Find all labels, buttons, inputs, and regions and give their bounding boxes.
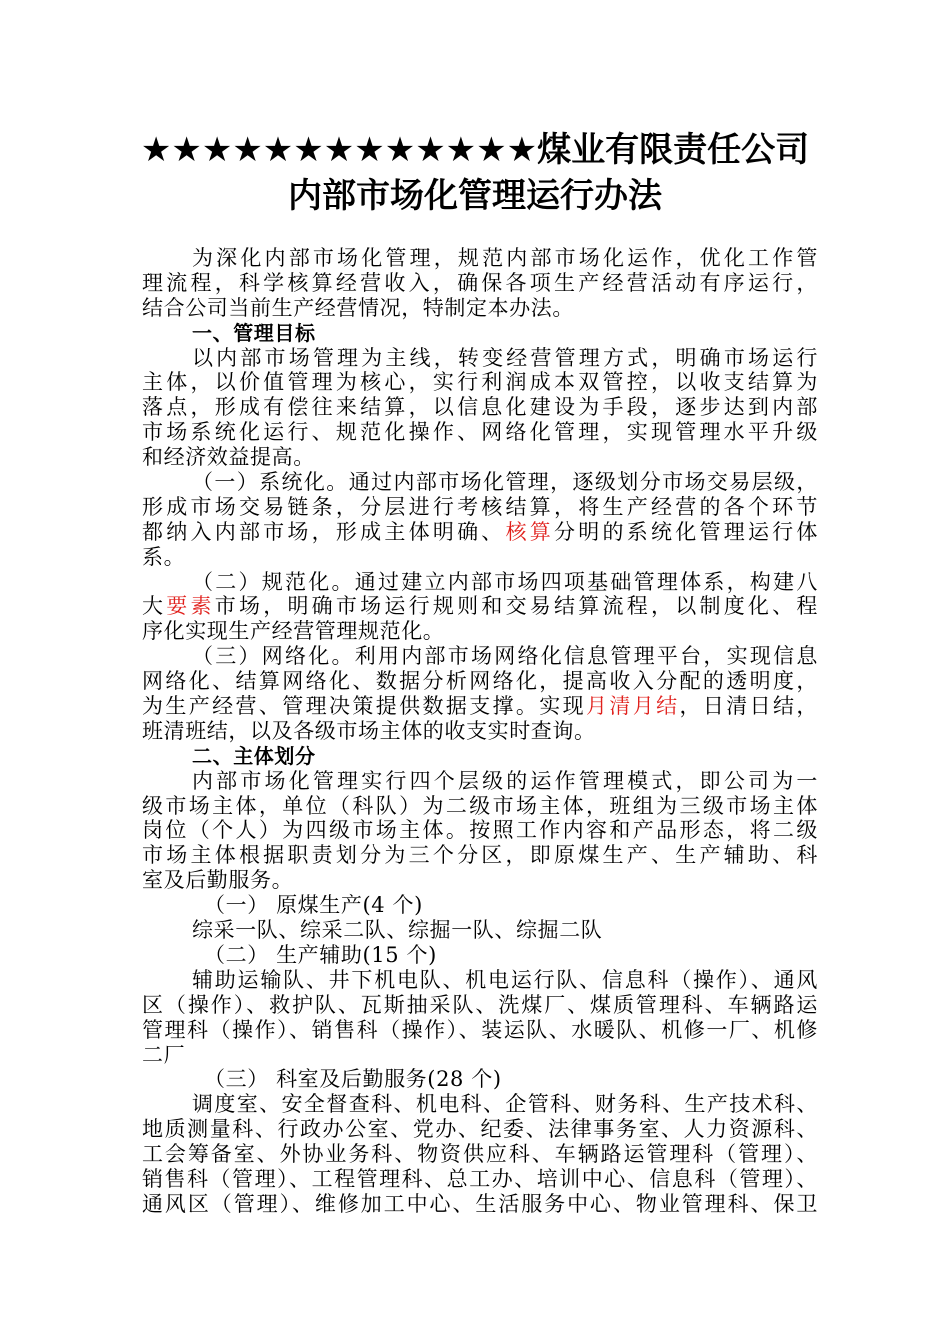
text-line [142, 719, 818, 744]
text-line [142, 246, 818, 271]
text-segment: 序化实现生产经营管理规范化。 [142, 619, 445, 644]
text-line [142, 1043, 818, 1068]
text-line [142, 943, 818, 968]
text-line [142, 570, 818, 595]
text-line [142, 1018, 818, 1043]
text-line [142, 644, 818, 669]
text-line [142, 1142, 818, 1167]
text-segment: 二、主体划分 [192, 743, 316, 768]
highlighted-term: 核算 [505, 519, 555, 544]
text-segment: 为深化内部市场化管理，规范内部市场化运作，优化工作管 [192, 246, 818, 270]
text-segment: 分明的系统化管理运行体 [554, 519, 819, 544]
text-segment: （三）网络化。利用内部市场网络化信息管理平台，实现信息 [192, 644, 818, 669]
text-segment: 系。 [142, 544, 186, 569]
text-segment: 落点，形成有偿往来结算，以信息化建设为手段，逐步达到内部 [142, 395, 818, 420]
text-segment: 都纳入内部市场，形成主体明确、 [142, 519, 506, 544]
text-line [142, 818, 818, 843]
text-line [142, 545, 818, 570]
text-line [142, 420, 818, 445]
text-line [142, 669, 818, 694]
text-segment: 市场系统化运行、规范化操作、网络化管理，实现管理水平升级 [142, 420, 818, 445]
text-line [142, 843, 818, 868]
text-line [142, 1117, 818, 1142]
text-segment: ，日清日结， [679, 694, 818, 719]
text-segment: 以内部市场管理为主线，转变经营管理方式，明确市场运行 [192, 345, 818, 370]
text-segment: 和经济效益提高。 [142, 445, 315, 470]
text-segment: 地质测量科、行政办公室、党办、纪委、法律事务室、人力资源科、 [142, 1117, 818, 1142]
text-segment: 级市场主体，单位（科队）为二级市场主体，班组为三级市场主体 [142, 793, 818, 818]
text-segment: 网络化、结算网络化、数据分析网络化，提高收入分配的透明度， [142, 669, 818, 694]
document-title-company: ★★★★★★★★★★★★★煤业有限责任公司 [140, 130, 810, 170]
text-line [142, 495, 818, 520]
text-segment: 岗位（个人）为四级市场主体。按照工作内容和产品形态，将二级 [142, 818, 818, 843]
text-line [142, 1192, 818, 1217]
text-line [142, 968, 818, 993]
text-segment: 区（操作）、救护队、瓦斯抽采队、洗煤厂、煤质管理科、车辆路运 [142, 992, 818, 1017]
text-segment: 班清班结，以及各级市场主体的收支实时查询。 [142, 718, 596, 743]
text-segment: 内部市场化管理实行四个层级的运作管理模式，即公司为一 [192, 768, 818, 793]
document-body [142, 246, 818, 1217]
text-line [142, 445, 818, 470]
text-line [142, 893, 818, 918]
text-segment: 二厂 [142, 1042, 186, 1067]
text-segment: 结合公司当前生产经营情况，特制定本办法。 [142, 295, 574, 320]
text-line [142, 619, 818, 644]
text-line [142, 1092, 818, 1117]
text-segment: 工会筹备室、外协业务科、物资供应科、车辆路运管理科（管理）、 [142, 1142, 818, 1167]
text-segment: 一、管理目标 [192, 320, 316, 345]
text-segment: 管理科（操作）、销售科（操作）、装运队、水暖队、机修一厂、机修 [142, 1017, 818, 1042]
text-segment: 为生产经营、管理决策提供数据支撑。实现 [142, 694, 587, 719]
text-line [142, 1167, 818, 1192]
highlighted-term: 要素 [166, 594, 215, 619]
text-segment: 室及后勤服务。 [142, 868, 294, 893]
text-line [142, 918, 818, 943]
text-line [142, 594, 818, 619]
text-segment: 辅助运输队、井下机电队、机电运行队、信息科（操作）、通风 [192, 967, 818, 992]
text-segment: 形成市场交易链条，分层进行考核结算，将生产经营的各个环节 [142, 494, 818, 519]
text-segment: 销售科（管理）、工程管理科、总工办、培训中心、信息科（管理）、 [142, 1166, 818, 1191]
text-line [142, 794, 818, 819]
text-segment: （一）系统化。通过内部市场化管理，逐级划分市场交易层级， [192, 470, 818, 495]
text-line [142, 271, 818, 296]
highlighted-term: 月清月结 [586, 694, 680, 719]
text-segment: 调度室、安全督查科、机电科、企管科、财务科、生产技术科、 [192, 1092, 818, 1117]
text-segment: 综采一队、综采二队、综掘一队、综掘二队 [192, 918, 603, 943]
text-line [142, 346, 818, 371]
text-segment: （二）规范化。通过建立内部市场四项基础管理体系，构建八 [192, 569, 818, 594]
text-line [142, 868, 818, 893]
text-segment: （三） 科室及后勤服务(28 个) [204, 1067, 502, 1092]
text-line [142, 769, 818, 794]
text-line [142, 993, 818, 1018]
text-line [142, 470, 818, 495]
text-segment: 理流程，科学核算经营收入，确保各项生产经营活动有序运行， [142, 270, 818, 295]
text-line [142, 520, 818, 545]
text-line [142, 694, 818, 719]
text-segment: （二） 生产辅助(15 个) [204, 942, 437, 967]
section-heading [142, 744, 818, 769]
text-segment: 市场主体根据职责划分为三个分区，即原煤生产、生产辅助、科 [142, 843, 818, 868]
text-segment: 主体，以价值管理为核心，实行利润成本双管控，以收支结算为 [142, 370, 818, 395]
text-line [142, 395, 818, 420]
text-segment: （一） 原煤生产(4 个) [204, 893, 423, 918]
text-line [142, 296, 818, 321]
text-line [142, 370, 818, 395]
document-title-regulation: 内部市场化管理运行办法 [288, 176, 662, 216]
text-segment: 通风区（管理）、维修加工中心、生活服务中心、物业管理科、保卫 [142, 1191, 818, 1216]
section-heading [142, 321, 818, 346]
text-line [142, 1067, 818, 1092]
text-segment: 大 [142, 594, 167, 619]
text-segment: 市场，明确市场运行规则和交易结算流程，以制度化、程 [214, 594, 819, 619]
